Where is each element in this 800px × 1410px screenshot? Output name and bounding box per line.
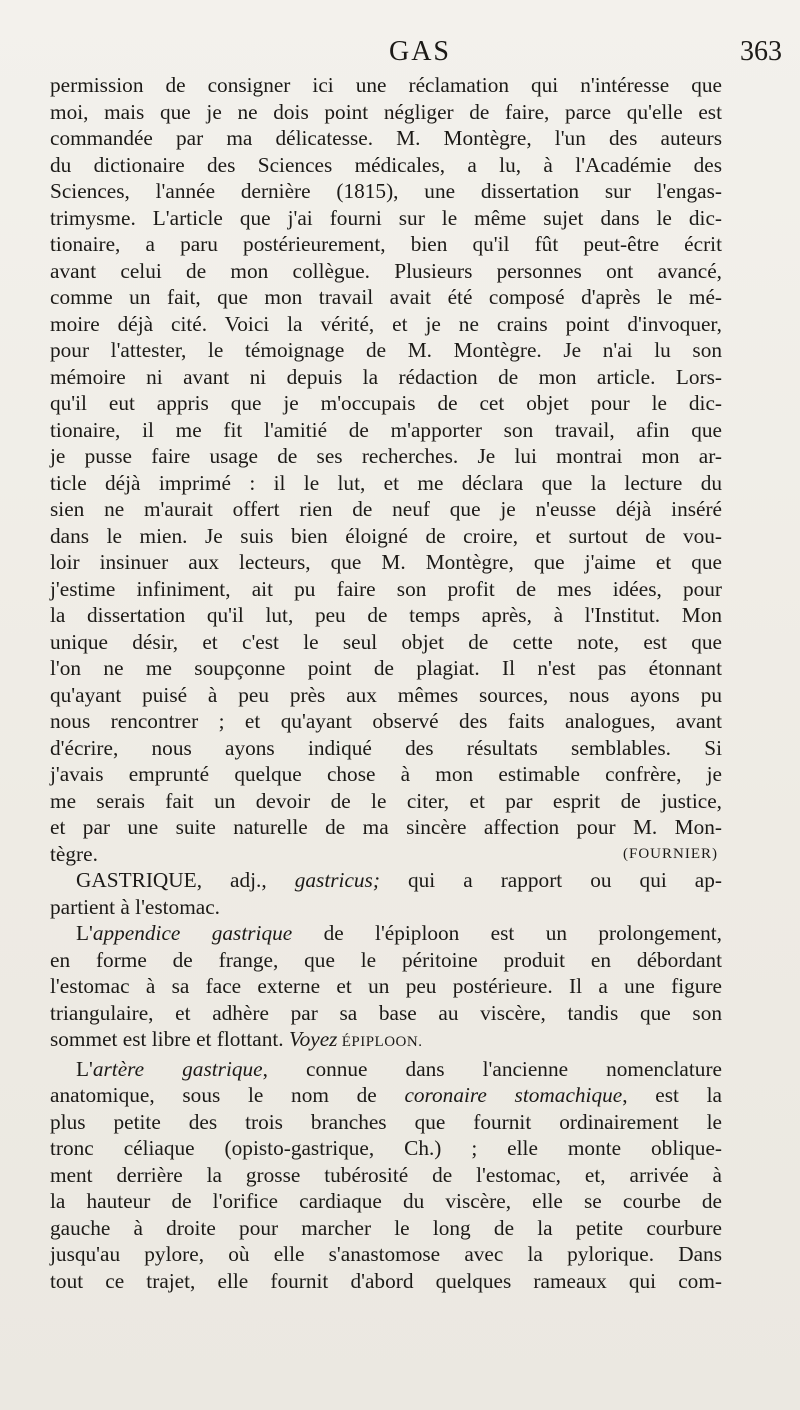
para2-first-line bbox=[50, 920, 722, 947]
para3-line: gauche à droite pour marcher le long de la petite courbure bbox=[50, 1215, 722, 1240]
para3-article: L' bbox=[76, 1056, 93, 1081]
note-last-line bbox=[50, 841, 722, 868]
para3-line: la hauteur de l'orifice cardiaque du viscère, elle se courbe de bbox=[50, 1189, 722, 1213]
para3-line: ment derrière la grosse tubérosité de l'estomac, et, arrivée à bbox=[50, 1162, 722, 1187]
note-line: moi, mais que je ne dois point négliger de faire, parce qu'elle est bbox=[50, 99, 722, 124]
note-line: comme un fait, que mon travail avait été composé d'après le mé- bbox=[50, 285, 722, 309]
note-line: nous rencontrer ; et qu'ayant observé des faits analogues, avant bbox=[50, 709, 722, 733]
note-line: mémoire ni avant ni depuis la rédaction de mon article. Lors- bbox=[50, 364, 722, 389]
note-line: d'écrire, nous ayons indiqué des résultats semblables. Si bbox=[50, 735, 722, 760]
note-line: unique désir, et c'est le seul objet de cette note, est que bbox=[50, 629, 722, 654]
para2-last-line bbox=[50, 1026, 722, 1056]
note-final-text: tègre. bbox=[50, 841, 98, 866]
para2-term: appendice gastrique bbox=[92, 921, 293, 945]
note-line: qu'il eut appris que je m'occupais de cet objet pour le dic- bbox=[50, 391, 722, 415]
entry-definition: qui a rapport ou qui ap- bbox=[379, 868, 722, 892]
para2-line1-rest: de l'épiploon est un prolongement, bbox=[292, 921, 722, 945]
para3-line1-rest: , connue dans l'ancienne nomenclature bbox=[262, 1056, 722, 1081]
note-line: me serais fait un devoir de le citer, et par esprit de justice, bbox=[50, 788, 722, 813]
page-number: 363 bbox=[740, 36, 782, 67]
para2-line: l'estomac à sa face externe et un peu postérieure. Il a une figure bbox=[50, 974, 722, 998]
entry-grammar: , adj., bbox=[196, 868, 295, 892]
author-signature: (FOURNIER) bbox=[623, 845, 718, 862]
para2-lines bbox=[50, 947, 722, 1027]
para2-line: triangulaire, et adhère par sa base au viscère, tandis que son bbox=[50, 1000, 722, 1025]
page-header bbox=[50, 34, 790, 70]
entry-headword: GASTRIQUE bbox=[76, 868, 197, 892]
para3-line: tronc céliaque (opisto-gastrique, Ch.) ; elle monte oblique- bbox=[50, 1136, 722, 1160]
note-line: du dictionaire des Sciences médicales, a lu, à l'Académie des bbox=[50, 152, 722, 177]
note-line: pour l'attester, le témoignage de M. Montègre. Je n'ai lu son bbox=[50, 338, 722, 362]
note-line: commandée par ma délicatesse. M. Montègre, l'un des auteurs bbox=[50, 126, 722, 150]
footnote-block bbox=[50, 72, 722, 841]
note-line: avant celui de mon collègue. Plusieurs personnes ont avancé, bbox=[50, 258, 722, 283]
note-line: je pusse faire usage de ses recherches. Je lui montrai mon ar- bbox=[50, 444, 722, 468]
para2-last-text: sommet est libre et flottant. bbox=[50, 1027, 289, 1051]
note-line: tionaire, a paru postérieurement, bien qu'il fût peut-être écrit bbox=[50, 232, 722, 256]
para3-first-line bbox=[50, 1056, 722, 1083]
note-line: la dissertation qu'il lut, peu de temps après, à l'Institut. Mon bbox=[50, 603, 722, 627]
para2-line: en forme de frange, que le péritoine produit en débordant bbox=[50, 947, 722, 972]
note-line: l'on ne me soupçonne point de plagiat. Il n'est pas étonnant bbox=[50, 656, 722, 680]
para3-lines bbox=[50, 1109, 722, 1295]
entry-second-line: partient à l'estomac. bbox=[50, 894, 221, 919]
running-head: GAS bbox=[388, 36, 451, 67]
para3-line: tout ce trajet, elle fournit d'abord quelques rameaux qui com- bbox=[50, 1268, 722, 1293]
entry-latin: gastricus; bbox=[294, 868, 380, 892]
note-line: loir insinuer aux lecteurs, que M. Montègre, que j'aime et que bbox=[50, 550, 722, 574]
note-line: Sciences, l'année dernière (1815), une dissertation sur l'engas- bbox=[50, 179, 722, 203]
para3-term: artère gastrique bbox=[92, 1056, 263, 1081]
para3-line2-end: , est la bbox=[622, 1083, 722, 1107]
note-line: ticle déjà imprimé : il le lut, et me déclara que la lecture du bbox=[50, 470, 722, 495]
note-line: moire déjà cité. Voici la vérité, et je ne crains point d'invoquer, bbox=[50, 311, 722, 336]
para3-line: plus petite des trois branches que fournit ordinairement le bbox=[50, 1109, 722, 1134]
para3-second-line bbox=[50, 1082, 722, 1109]
para3-line2-term: coronaire stomachique bbox=[404, 1083, 623, 1107]
note-line: et par une suite naturelle de ma sincère affection pour M. Mon- bbox=[50, 815, 722, 839]
para3-line2-start: anatomique, sous le nom de bbox=[50, 1083, 405, 1107]
note-line: dans le mien. Je suis bien éloigné de croire, et surtout de vou- bbox=[50, 523, 722, 548]
note-line: j'estime infiniment, ait pu faire son profit de mes idées, pour bbox=[50, 576, 722, 601]
cross-ref-target: ÉPIPLOON. bbox=[337, 1034, 423, 1050]
body-text bbox=[50, 72, 722, 1294]
note-line: tionaire, il me fit l'amitié de m'apporter son travail, afin que bbox=[50, 417, 722, 442]
para3-line: jusqu'au pylore, où elle s'anastomose avec la pylorique. Dans bbox=[50, 1242, 722, 1266]
para2-article: L' bbox=[76, 921, 93, 945]
note-line: sien ne m'aurait offert rien de neuf que je n'eusse déjà inséré bbox=[50, 497, 722, 521]
note-line: qu'ayant puisé à peu près aux mêmes sources, nous ayons pu bbox=[50, 682, 722, 707]
note-line: j'avais emprunté quelque chose à mon estimable confrère, je bbox=[50, 762, 722, 786]
cross-ref-voyez: Voyez bbox=[288, 1027, 338, 1051]
note-line: permission de consigner ici une réclamation qui n'intéresse que bbox=[50, 73, 722, 97]
entry-first-line bbox=[50, 867, 722, 894]
note-line: trimysme. L'article que j'ai fourni sur le même sujet dans le dic- bbox=[50, 205, 722, 230]
